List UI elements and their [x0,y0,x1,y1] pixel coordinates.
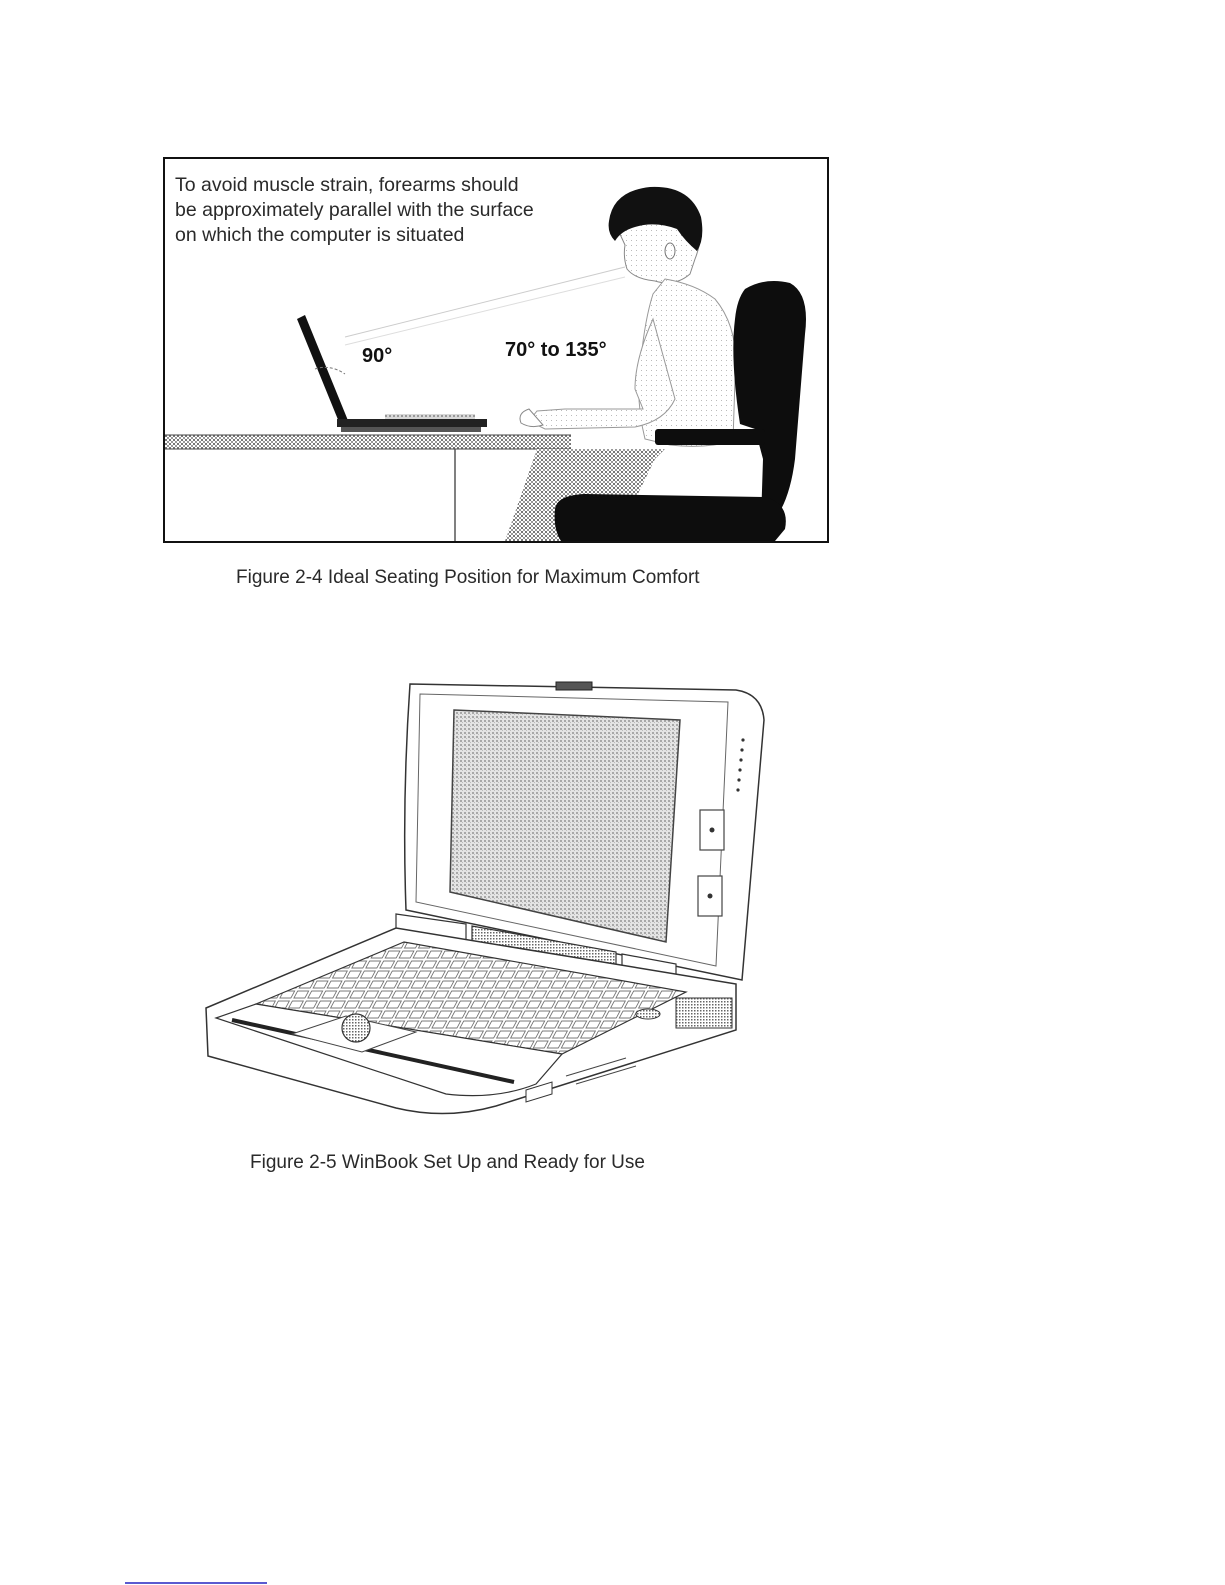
note-line: be approximately parallel with the surface [175,199,534,221]
seating-figure [163,157,829,543]
person-arm [529,319,675,429]
laptop-base [337,419,487,427]
figure-caption: Figure 2-5 WinBook Set Up and Ready for Use [250,1152,645,1173]
latch [556,682,592,690]
sight-line [345,267,625,337]
footnote-rule [125,1582,267,1584]
chair-arm [655,429,765,445]
note-line: on which the computer is situated [175,224,465,246]
note-line: To avoid muscle strain, forearms should [175,174,519,196]
desk-top [165,435,571,449]
side-ports [676,998,732,1028]
forearm-note [175,173,605,248]
figure-caption: Figure 2-4 Ideal Seating Position for Maximum Comfort [236,567,700,588]
screen-angle-label: 90° [362,345,393,367]
laptop-illustration [196,680,776,1120]
posture-angle-label: 70° to 135° [505,339,607,361]
chair-seat [555,494,786,541]
chair-back [733,281,806,521]
trackball [342,1014,370,1042]
laptop-screen [297,315,349,427]
